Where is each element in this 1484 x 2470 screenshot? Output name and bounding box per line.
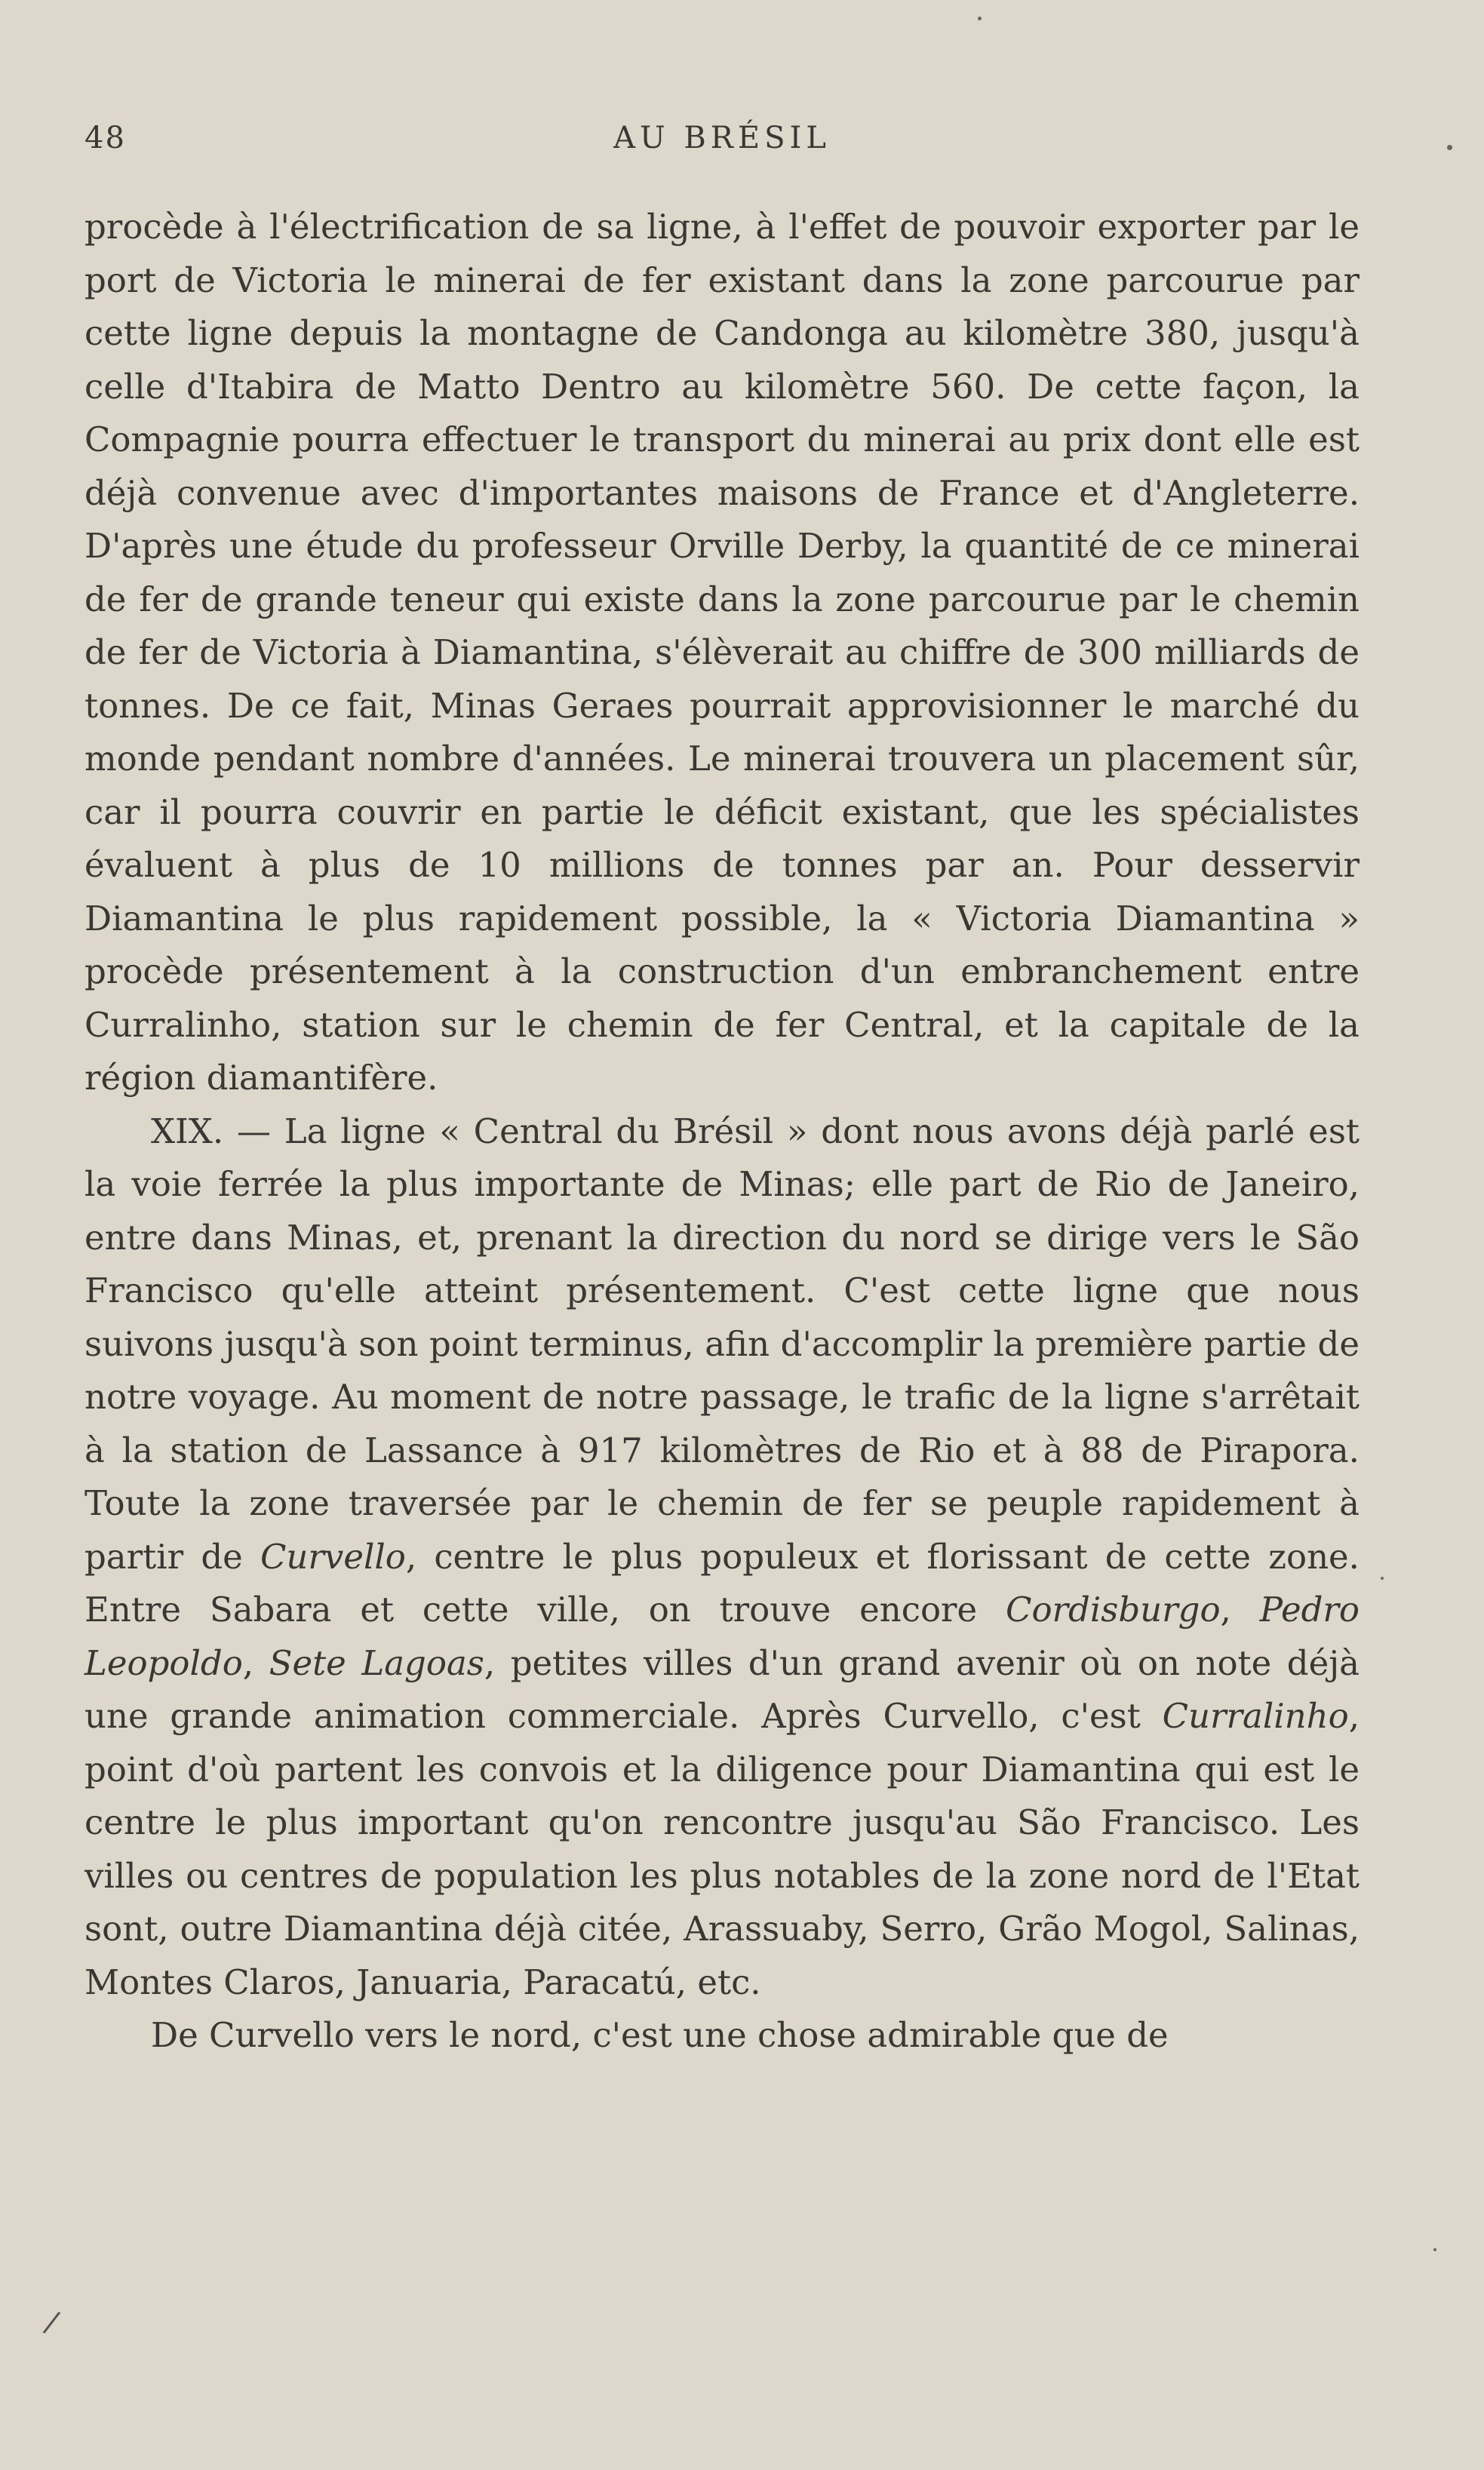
place-name-curvello: Curvello [260,1536,406,1577]
paragraph-curvello-nord [84,2009,1360,2063]
book-title: AU BRÉSIL [613,121,831,155]
paragraph-text: De Curvello vers le nord, c'est une chose admirable que de [151,2015,1169,2055]
paragraph-text: , [1220,1590,1260,1630]
paragraph-text: , point d'où partent les convois et la diligence pour Diamantina qui est le centre le plus important qu'on rencontre jusqu'au São Francisco. Les villes ou centres de population les plus notables de la zone nord de l'Etat sont, outre Diamantina déjà citée, Arassuaby, Serro, Grão Mogol, Salinas, Montes Claros, Januaria, Paracatú, etc. [84,1696,1360,2002]
paragraph-text: XIX. — La ligne « Central du Brésil » dont nous avons déjà parlé est la voie ferrée la plus importante de Minas; elle part de Rio de Janeiro, entre dans Minas, et, prenant la direction du nord se dirige vers le São Francisco qu'elle atteint présentement. C'est cette ligne que nous suivons jusqu'à son point terminus, afin d'accomplir la première partie de notre voyage. Au moment de notre passage, le trafic de la ligne s'arrêtait à la station de Lassance à 917 kilomètres de Rio et à 88 de Pirapora. Toute la zone traversée par le chemin de fer se peuple rapidement à partir de [84,1111,1360,1577]
paper-speck [1381,1577,1384,1580]
paragraph-text: , petites villes d'un grand avenir où on note déjà une grande animation commerciale. Après Curvello, c'est [84,1642,1360,1736]
place-name-cordisburgo: Cordisburgo [1006,1590,1221,1630]
place-name-pedro-leopoldo: Pedro Leopoldo [84,1590,1360,1683]
paragraph-central-du-bresil [84,1105,1360,2010]
paragraph-text: , centre le plus populeux et florissant de cette zone. Entre Sabara et cette ville, on trouve encore [84,1536,1360,1630]
running-head [84,121,1360,166]
body-text [84,201,1360,2063]
place-name-curralinho: Curralinho [1162,1696,1349,1736]
place-name-sete-lagoas: Sete Lagoas [269,1642,484,1683]
paragraph-text: procède à l'électrification de sa ligne, à l'effet de pouvoir exporter par le port de Victoria le minerai de fer existant dans la zone parcourue par cette ligne depuis la montagne de Candonga au kilomètre 380, jusqu'à celle d'Itabira de Matto Dentro au kilomètre 560. De cette façon, la Compagnie pourra effectuer le transport du minerai au prix dont elle est déjà convenue avec d'importantes maisons de France et d'Angleterre. D'après une étude du professeur Orville Derby, la quantité de ce minerai de fer de grande teneur qui existe dans la zone parcourue par le chemin de fer de Victoria à Diamantina, s'élèverait au chiffre de 300 milliards de tonnes. De ce fait, Minas Geraes pourrait approvisionner le marché du monde pendant nombre d'années. Le minerai trouvera un placement sûr, car il pourra couvrir en partie le déficit existant, que les spécialistes évaluent à plus de 10 millions de tonnes par an. Pour desservir Diamantina le plus rapidement possible, la « Victoria Diamantina » procède présentement à la construction d'un embranchement entre Curralinho, station sur le chemin de fer Central, et la capitale de la région diamantifère. [84,207,1360,1098]
paper-speck [1447,145,1452,150]
paragraph-electrification [84,201,1360,1105]
paper-speck [1433,2248,1436,2251]
paragraph-text: , [242,1642,269,1683]
margin-pencil-mark: / [41,2304,63,2341]
paper-speck [978,17,982,20]
page-number: 48 [84,121,126,155]
